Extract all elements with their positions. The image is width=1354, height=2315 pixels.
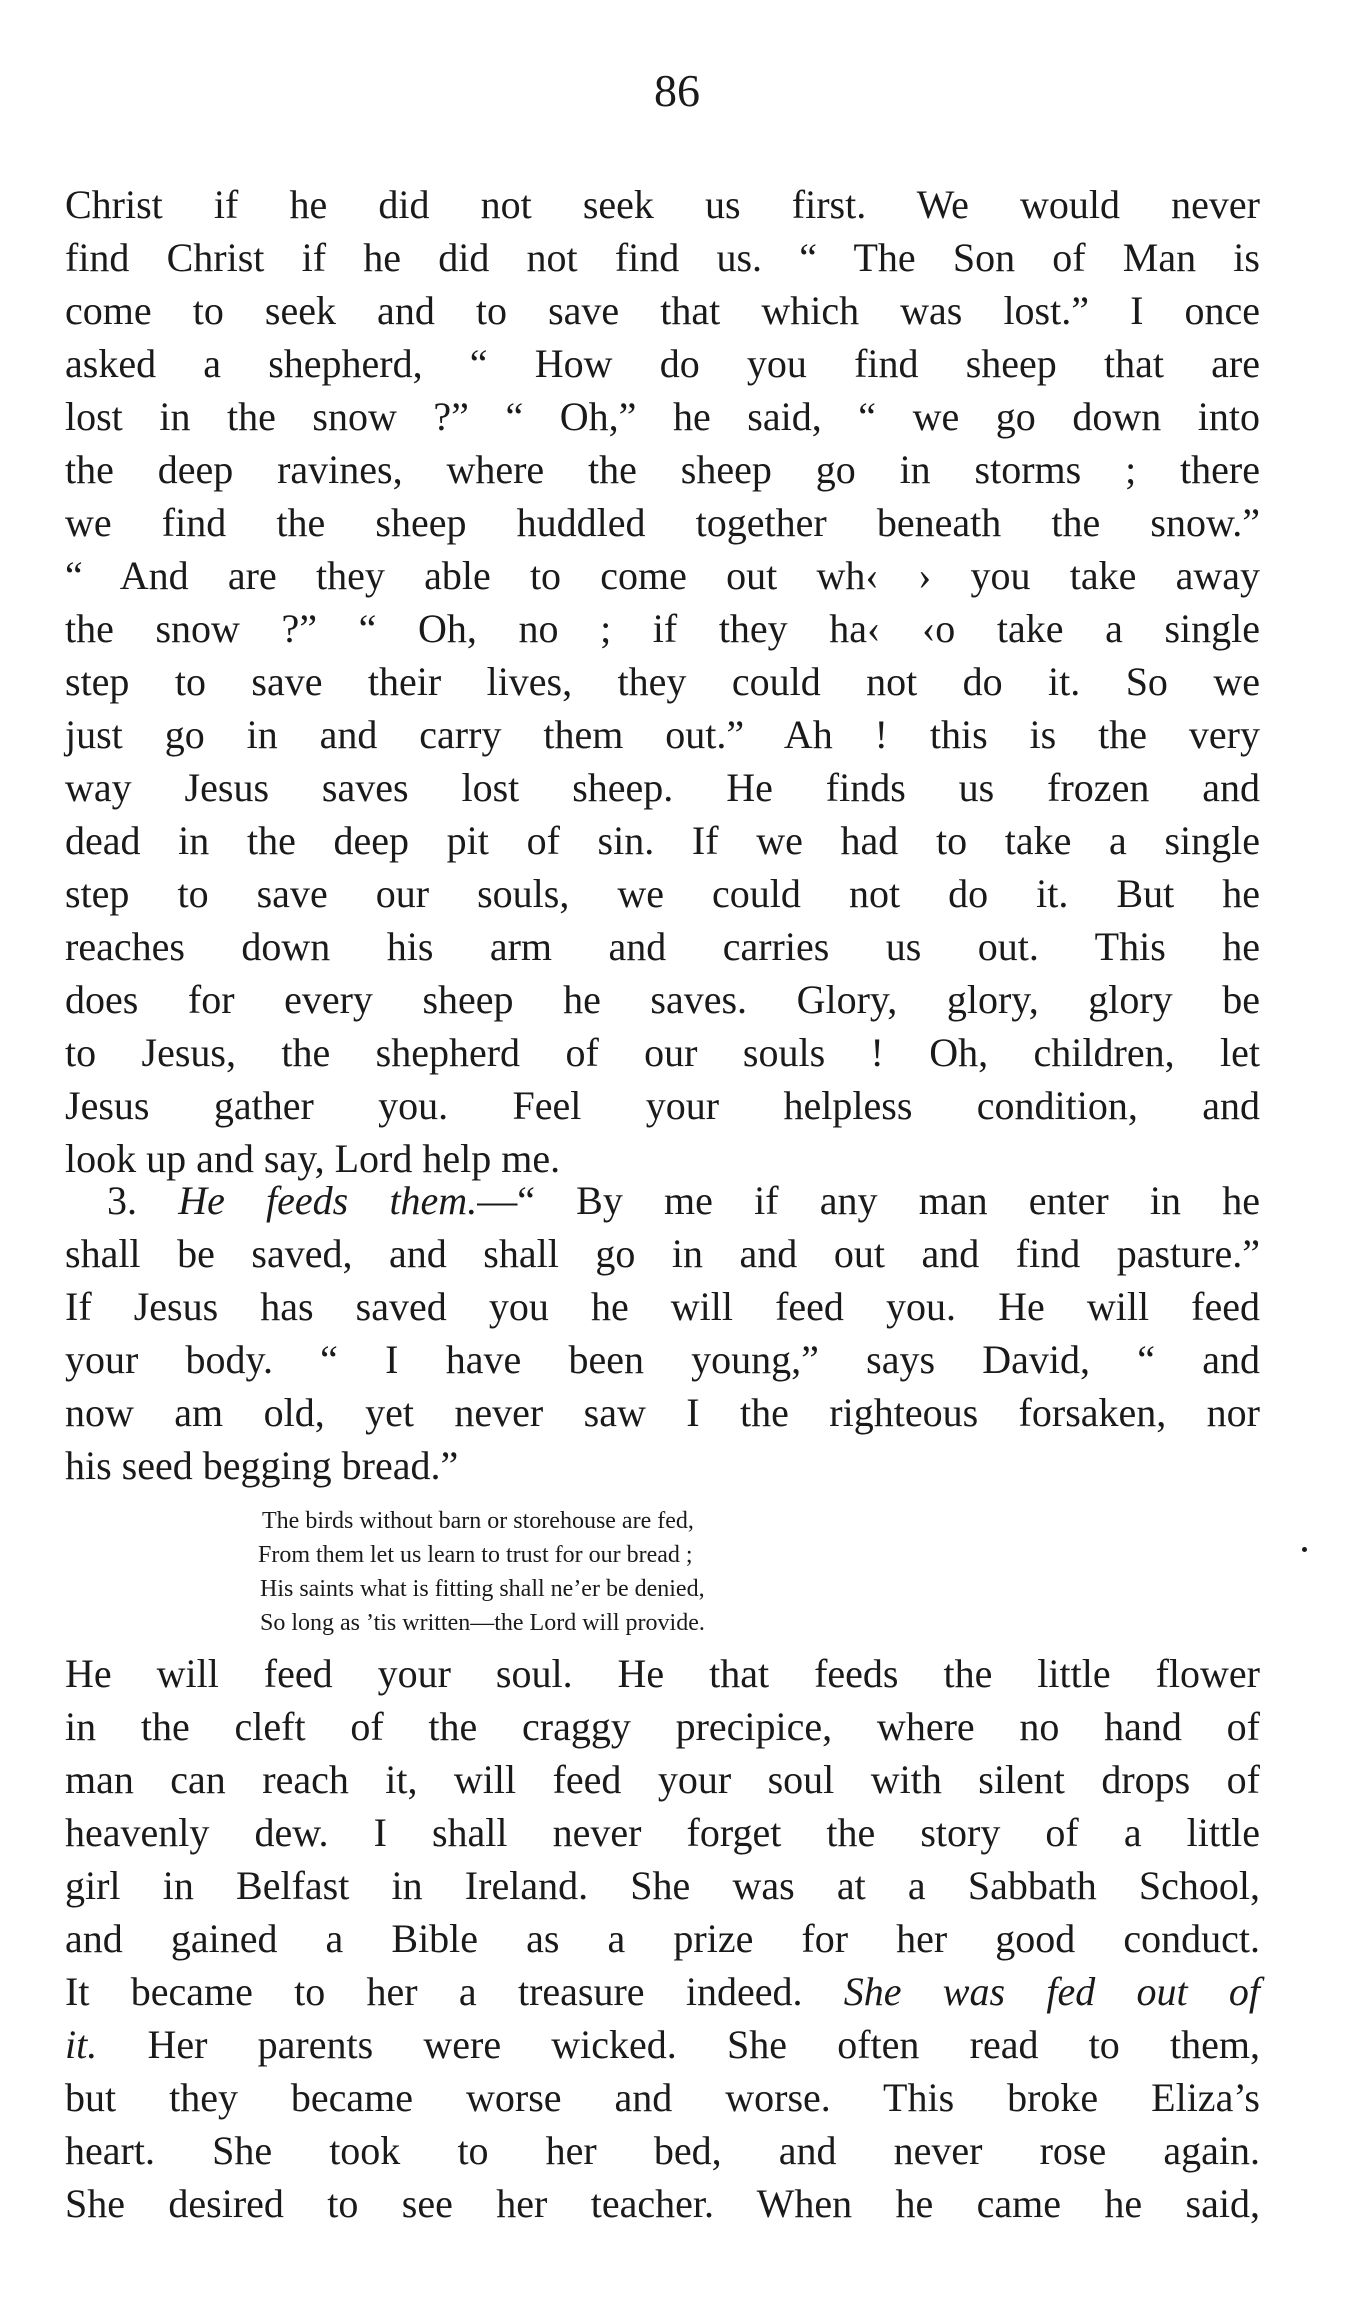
poem-line: From them let us learn to trust for our bread ; bbox=[258, 1542, 693, 1568]
text-line: his seed begging bread.” bbox=[65, 1443, 459, 1488]
text-line: heart. She took to her bed, and never rose again. bbox=[65, 2128, 1260, 2173]
text-line: we find the sheep huddled together beneath the snow.” bbox=[65, 500, 1260, 545]
text-line: just go in and carry them out.” Ah ! this is the very bbox=[65, 712, 1260, 757]
paragraph-shepherd bbox=[65, 178, 1260, 1185]
text-line: but they became worse and worse. This broke Eliza’s bbox=[65, 2075, 1260, 2120]
text-line: heavenly dew. I shall never forget the story of a little bbox=[65, 1810, 1260, 1855]
section-heading-line bbox=[65, 1174, 1260, 1227]
section-heading: He feeds them. bbox=[178, 1178, 478, 1223]
text-line: Jesus gather you. Feel your helpless condition, and bbox=[65, 1083, 1260, 1128]
text-line: and gained a Bible as a prize for her good conduct. bbox=[65, 1916, 1260, 1961]
section-heading-continuation: —“ By me if any man enter in he bbox=[477, 1178, 1260, 1223]
text-line: way Jesus saves lost sheep. He finds us frozen and bbox=[65, 765, 1260, 810]
text-line: come to seek and to save that which was lost.” I once bbox=[65, 288, 1260, 333]
text-line: Christ if he did not seek us first. We would never bbox=[65, 182, 1260, 227]
text-line: dead in the deep pit of sin. If we had to take a single bbox=[65, 818, 1260, 863]
text-line: He will feed your soul. He that feeds the little flower bbox=[65, 1651, 1260, 1696]
text-run: Her parents were wicked. She often read to them, bbox=[97, 2022, 1260, 2067]
text-line: lost in the snow ?” “ Oh,” he said, “ we go down into bbox=[65, 394, 1260, 439]
text-line: does for every sheep he saves. Glory, glory, glory be bbox=[65, 977, 1260, 1022]
text-line: step to save our souls, we could not do it. But he bbox=[65, 871, 1260, 916]
text-line: reaches down his arm and carries us out. This he bbox=[65, 924, 1260, 969]
text-line: the deep ravines, where the sheep go in storms ; there bbox=[65, 447, 1260, 492]
text-line: She desired to see her teacher. When he came he said, bbox=[65, 2181, 1260, 2226]
poem-quotation bbox=[258, 1504, 1038, 1640]
print-speck bbox=[1302, 1547, 1307, 1552]
text-line: If Jesus has saved you he will feed you. He will feed bbox=[65, 1284, 1260, 1329]
text-run: It became to her a treasure indeed. bbox=[65, 1969, 844, 2014]
text-line: in the cleft of the craggy precipice, where no hand of bbox=[65, 1704, 1260, 1749]
text-line: now am old, yet never saw I the righteous forsaken, nor bbox=[65, 1390, 1260, 1435]
italic-text: She was fed out of bbox=[843, 1969, 1261, 2014]
text-line: girl in Belfast in Ireland. She was at a Sabbath School, bbox=[65, 1863, 1260, 1908]
text-line: find Christ if he did not find us. “ The Son of Man is bbox=[65, 235, 1260, 280]
text-line: to Jesus, the shepherd of our souls ! Oh, children, let bbox=[65, 1030, 1260, 1075]
poem-line: His saints what is fitting shall ne’er be denied, bbox=[260, 1576, 705, 1602]
text-line bbox=[65, 2018, 1260, 2071]
paragraph-he-feeds-them bbox=[65, 1174, 1260, 1492]
poem-line: So long as ’tis written—the Lord will provide. bbox=[260, 1610, 705, 1636]
page-number: 86 bbox=[654, 65, 700, 116]
text-line bbox=[65, 1965, 1260, 2018]
text-line: “ And are they able to come out wh‹ › you take away bbox=[65, 553, 1260, 598]
text-line: man can reach it, will feed your soul with silent drops of bbox=[65, 1757, 1260, 1802]
text-line: asked a shepherd, “ How do you find sheep that are bbox=[65, 341, 1260, 386]
text-line: shall be saved, and shall go in and out and find pasture.” bbox=[65, 1231, 1260, 1276]
poem-line: The birds without barn or storehouse are fed, bbox=[262, 1508, 694, 1534]
text-line: your body. “ I have been young,” says David, “ and bbox=[65, 1337, 1260, 1382]
text-line: look up and say, Lord help me. bbox=[65, 1136, 561, 1181]
paragraph-feed-your-soul bbox=[65, 1647, 1260, 2230]
section-number: 3. bbox=[107, 1178, 137, 1223]
italic-text: it. bbox=[65, 2022, 98, 2067]
text-line: step to save their lives, they could not do it. So we bbox=[65, 659, 1260, 704]
text-line: the snow ?” “ Oh, no ; if they ha‹ ‹o take a single bbox=[65, 606, 1260, 651]
